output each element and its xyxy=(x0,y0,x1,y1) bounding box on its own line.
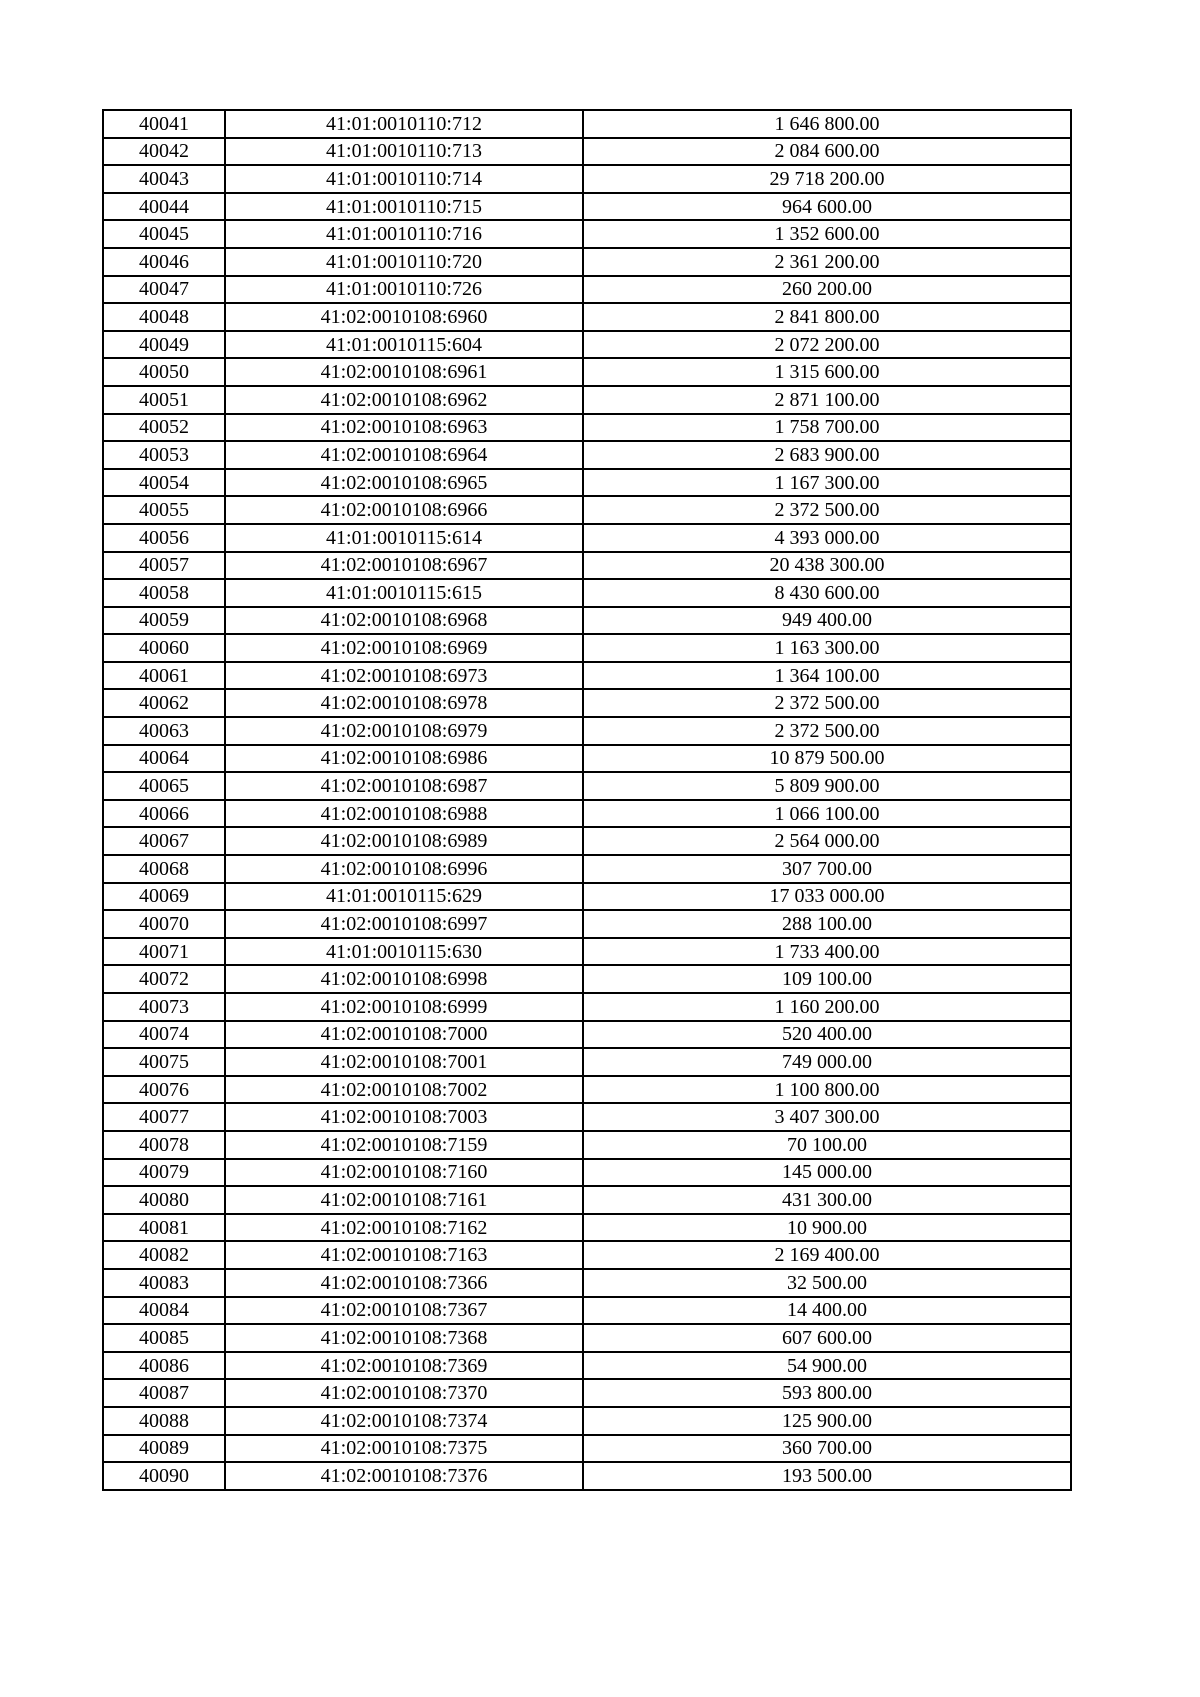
cadastral-value-cell: 949 400.00 xyxy=(583,607,1071,635)
cadastral-number-cell: 41:02:0010108:7000 xyxy=(225,1021,583,1049)
cadastral-number-cell: 41:02:0010108:6969 xyxy=(225,634,583,662)
table-row xyxy=(103,414,1071,442)
row-number-cell: 40082 xyxy=(103,1241,225,1269)
cadastral-value-cell: 4 393 000.00 xyxy=(583,524,1071,552)
table-row xyxy=(103,1103,1071,1131)
row-number-cell: 40088 xyxy=(103,1407,225,1435)
cadastral-value-cell: 10 900.00 xyxy=(583,1214,1071,1242)
cadastral-number-cell: 41:02:0010108:6960 xyxy=(225,303,583,331)
cadastral-value-cell: 520 400.00 xyxy=(583,1021,1071,1049)
cadastral-number-cell: 41:02:0010108:7374 xyxy=(225,1407,583,1435)
row-number-cell: 40041 xyxy=(103,110,225,138)
cadastral-value-cell: 2 169 400.00 xyxy=(583,1241,1071,1269)
row-number-cell: 40071 xyxy=(103,938,225,966)
cadastral-number-cell: 41:02:0010108:7160 xyxy=(225,1159,583,1187)
table-body xyxy=(103,110,1071,1490)
row-number-cell: 40053 xyxy=(103,441,225,469)
cadastral-value-cell: 1 646 800.00 xyxy=(583,110,1071,138)
cadastral-value-cell: 2 084 600.00 xyxy=(583,138,1071,166)
table-row xyxy=(103,552,1071,580)
row-number-cell: 40044 xyxy=(103,193,225,221)
table-row xyxy=(103,524,1071,552)
row-number-cell: 40085 xyxy=(103,1324,225,1352)
table-row xyxy=(103,1462,1071,1490)
row-number-cell: 40051 xyxy=(103,386,225,414)
table-row xyxy=(103,1159,1071,1187)
cadastral-number-cell: 41:02:0010108:6987 xyxy=(225,772,583,800)
table-row xyxy=(103,993,1071,1021)
table-row xyxy=(103,1076,1071,1104)
table-row xyxy=(103,1269,1071,1297)
row-number-cell: 40078 xyxy=(103,1131,225,1159)
cadastral-value-cell: 1 163 300.00 xyxy=(583,634,1071,662)
row-number-cell: 40057 xyxy=(103,552,225,580)
row-number-cell: 40086 xyxy=(103,1352,225,1380)
cadastral-number-cell: 41:01:0010110:713 xyxy=(225,138,583,166)
cadastral-value-cell: 2 683 900.00 xyxy=(583,441,1071,469)
table-row xyxy=(103,910,1071,938)
row-number-cell: 40072 xyxy=(103,965,225,993)
cadastral-number-cell: 41:02:0010108:7002 xyxy=(225,1076,583,1104)
cadastral-number-cell: 41:02:0010108:6996 xyxy=(225,855,583,883)
cadastral-value-cell: 109 100.00 xyxy=(583,965,1071,993)
row-number-cell: 40081 xyxy=(103,1214,225,1242)
cadastral-number-cell: 41:02:0010108:6962 xyxy=(225,386,583,414)
cadastral-value-cell: 54 900.00 xyxy=(583,1352,1071,1380)
cadastral-value-cell: 607 600.00 xyxy=(583,1324,1071,1352)
cadastral-value-cell: 70 100.00 xyxy=(583,1131,1071,1159)
cadastral-number-cell: 41:02:0010108:7366 xyxy=(225,1269,583,1297)
cadastral-number-cell: 41:02:0010108:7368 xyxy=(225,1324,583,1352)
table-row xyxy=(103,579,1071,607)
row-number-cell: 40090 xyxy=(103,1462,225,1490)
cadastral-number-cell: 41:01:0010110:716 xyxy=(225,220,583,248)
row-number-cell: 40046 xyxy=(103,248,225,276)
table-row xyxy=(103,607,1071,635)
table-row xyxy=(103,165,1071,193)
cadastral-number-cell: 41:02:0010108:6965 xyxy=(225,469,583,497)
table-row xyxy=(103,386,1071,414)
cadastral-value-cell: 10 879 500.00 xyxy=(583,745,1071,773)
cadastral-number-cell: 41:02:0010108:7159 xyxy=(225,1131,583,1159)
cadastral-number-cell: 41:01:0010110:712 xyxy=(225,110,583,138)
cadastral-value-cell: 2 372 500.00 xyxy=(583,717,1071,745)
cadastral-number-cell: 41:02:0010108:7370 xyxy=(225,1379,583,1407)
row-number-cell: 40077 xyxy=(103,1103,225,1131)
cadastral-value-cell: 29 718 200.00 xyxy=(583,165,1071,193)
cadastral-value-cell: 1 315 600.00 xyxy=(583,358,1071,386)
table-row xyxy=(103,717,1071,745)
cadastral-number-cell: 41:01:0010115:615 xyxy=(225,579,583,607)
cadastral-number-cell: 41:02:0010108:6988 xyxy=(225,800,583,828)
cadastral-value-cell: 1 100 800.00 xyxy=(583,1076,1071,1104)
cadastral-value-cell: 1 364 100.00 xyxy=(583,662,1071,690)
cadastral-value-cell: 17 033 000.00 xyxy=(583,883,1071,911)
cadastral-number-cell: 41:02:0010108:6978 xyxy=(225,689,583,717)
row-number-cell: 40047 xyxy=(103,276,225,304)
table-row xyxy=(103,1297,1071,1325)
cadastral-value-cell: 3 407 300.00 xyxy=(583,1103,1071,1131)
cadastral-value-cell: 1 352 600.00 xyxy=(583,220,1071,248)
row-number-cell: 40067 xyxy=(103,827,225,855)
row-number-cell: 40056 xyxy=(103,524,225,552)
row-number-cell: 40059 xyxy=(103,607,225,635)
cadastral-number-cell: 41:01:0010110:726 xyxy=(225,276,583,304)
cadastral-value-cell: 2 372 500.00 xyxy=(583,689,1071,717)
table-row xyxy=(103,1241,1071,1269)
cadastral-value-cell: 32 500.00 xyxy=(583,1269,1071,1297)
row-number-cell: 40065 xyxy=(103,772,225,800)
table-row xyxy=(103,855,1071,883)
cadastral-value-table xyxy=(102,109,1072,1491)
table-row xyxy=(103,276,1071,304)
row-number-cell: 40054 xyxy=(103,469,225,497)
table-row xyxy=(103,1352,1071,1380)
row-number-cell: 40074 xyxy=(103,1021,225,1049)
cadastral-value-cell: 2 372 500.00 xyxy=(583,496,1071,524)
cadastral-number-cell: 41:01:0010115:604 xyxy=(225,331,583,359)
cadastral-number-cell: 41:02:0010108:7162 xyxy=(225,1214,583,1242)
row-number-cell: 40073 xyxy=(103,993,225,1021)
cadastral-number-cell: 41:01:0010110:714 xyxy=(225,165,583,193)
cadastral-value-cell: 1 160 200.00 xyxy=(583,993,1071,1021)
row-number-cell: 40068 xyxy=(103,855,225,883)
cadastral-number-cell: 41:02:0010108:6998 xyxy=(225,965,583,993)
table-row xyxy=(103,1048,1071,1076)
table-row xyxy=(103,496,1071,524)
cadastral-value-cell: 2 564 000.00 xyxy=(583,827,1071,855)
row-number-cell: 40083 xyxy=(103,1269,225,1297)
cadastral-value-cell: 260 200.00 xyxy=(583,276,1071,304)
row-number-cell: 40070 xyxy=(103,910,225,938)
table-row xyxy=(103,1021,1071,1049)
row-number-cell: 40048 xyxy=(103,303,225,331)
table-row xyxy=(103,689,1071,717)
table-row xyxy=(103,938,1071,966)
table-row xyxy=(103,441,1071,469)
table-row xyxy=(103,469,1071,497)
cadastral-value-cell: 2 871 100.00 xyxy=(583,386,1071,414)
cadastral-value-cell: 593 800.00 xyxy=(583,1379,1071,1407)
table-row xyxy=(103,1186,1071,1214)
row-number-cell: 40055 xyxy=(103,496,225,524)
table-row xyxy=(103,634,1071,662)
cadastral-value-cell: 1 167 300.00 xyxy=(583,469,1071,497)
table-row xyxy=(103,1131,1071,1159)
cadastral-number-cell: 41:02:0010108:6997 xyxy=(225,910,583,938)
cadastral-value-cell: 964 600.00 xyxy=(583,193,1071,221)
row-number-cell: 40058 xyxy=(103,579,225,607)
table-row xyxy=(103,193,1071,221)
cadastral-number-cell: 41:01:0010115:630 xyxy=(225,938,583,966)
cadastral-value-cell: 8 430 600.00 xyxy=(583,579,1071,607)
cadastral-value-cell: 2 841 800.00 xyxy=(583,303,1071,331)
cadastral-value-cell: 2 361 200.00 xyxy=(583,248,1071,276)
table-row xyxy=(103,248,1071,276)
cadastral-value-cell: 749 000.00 xyxy=(583,1048,1071,1076)
row-number-cell: 40063 xyxy=(103,717,225,745)
table-row xyxy=(103,220,1071,248)
cadastral-number-cell: 41:01:0010115:629 xyxy=(225,883,583,911)
table-row xyxy=(103,1214,1071,1242)
cadastral-number-cell: 41:02:0010108:6966 xyxy=(225,496,583,524)
cadastral-number-cell: 41:02:0010108:7161 xyxy=(225,1186,583,1214)
cadastral-value-cell: 307 700.00 xyxy=(583,855,1071,883)
table-row xyxy=(103,745,1071,773)
cadastral-value-cell: 431 300.00 xyxy=(583,1186,1071,1214)
table-row xyxy=(103,331,1071,359)
cadastral-number-cell: 41:02:0010108:7003 xyxy=(225,1103,583,1131)
row-number-cell: 40069 xyxy=(103,883,225,911)
cadastral-number-cell: 41:02:0010108:7163 xyxy=(225,1241,583,1269)
row-number-cell: 40080 xyxy=(103,1186,225,1214)
row-number-cell: 40066 xyxy=(103,800,225,828)
cadastral-number-cell: 41:01:0010115:614 xyxy=(225,524,583,552)
row-number-cell: 40061 xyxy=(103,662,225,690)
cadastral-number-cell: 41:02:0010108:6961 xyxy=(225,358,583,386)
cadastral-number-cell: 41:02:0010108:6986 xyxy=(225,745,583,773)
cadastral-number-cell: 41:02:0010108:6979 xyxy=(225,717,583,745)
row-number-cell: 40087 xyxy=(103,1379,225,1407)
cadastral-value-cell: 2 072 200.00 xyxy=(583,331,1071,359)
cadastral-number-cell: 41:02:0010108:6964 xyxy=(225,441,583,469)
cadastral-value-cell: 5 809 900.00 xyxy=(583,772,1071,800)
row-number-cell: 40052 xyxy=(103,414,225,442)
row-number-cell: 40076 xyxy=(103,1076,225,1104)
row-number-cell: 40079 xyxy=(103,1159,225,1187)
cadastral-value-cell: 1 733 400.00 xyxy=(583,938,1071,966)
table-row xyxy=(103,1407,1071,1435)
cadastral-number-cell: 41:02:0010108:6989 xyxy=(225,827,583,855)
cadastral-value-cell: 145 000.00 xyxy=(583,1159,1071,1187)
cadastral-number-cell: 41:02:0010108:6973 xyxy=(225,662,583,690)
table-row xyxy=(103,303,1071,331)
table-row xyxy=(103,662,1071,690)
row-number-cell: 40050 xyxy=(103,358,225,386)
table-row xyxy=(103,827,1071,855)
cadastral-number-cell: 41:02:0010108:7001 xyxy=(225,1048,583,1076)
cadastral-value-cell: 14 400.00 xyxy=(583,1297,1071,1325)
table-row xyxy=(103,800,1071,828)
row-number-cell: 40075 xyxy=(103,1048,225,1076)
cadastral-number-cell: 41:02:0010108:6999 xyxy=(225,993,583,1021)
cadastral-number-cell: 41:01:0010110:715 xyxy=(225,193,583,221)
table-row xyxy=(103,1435,1071,1463)
table-row xyxy=(103,772,1071,800)
cadastral-value-cell: 193 500.00 xyxy=(583,1462,1071,1490)
table-row xyxy=(103,138,1071,166)
table-row xyxy=(103,965,1071,993)
row-number-cell: 40043 xyxy=(103,165,225,193)
cadastral-number-cell: 41:02:0010108:6963 xyxy=(225,414,583,442)
cadastral-number-cell: 41:02:0010108:7376 xyxy=(225,1462,583,1490)
table-row xyxy=(103,1324,1071,1352)
cadastral-number-cell: 41:02:0010108:7369 xyxy=(225,1352,583,1380)
cadastral-number-cell: 41:02:0010108:6968 xyxy=(225,607,583,635)
cadastral-value-cell: 288 100.00 xyxy=(583,910,1071,938)
row-number-cell: 40062 xyxy=(103,689,225,717)
row-number-cell: 40045 xyxy=(103,220,225,248)
row-number-cell: 40060 xyxy=(103,634,225,662)
table-row xyxy=(103,1379,1071,1407)
cadastral-number-cell: 41:02:0010108:6967 xyxy=(225,552,583,580)
row-number-cell: 40042 xyxy=(103,138,225,166)
cadastral-number-cell: 41:01:0010110:720 xyxy=(225,248,583,276)
cadastral-number-cell: 41:02:0010108:7375 xyxy=(225,1435,583,1463)
cadastral-value-cell: 360 700.00 xyxy=(583,1435,1071,1463)
cadastral-value-cell: 125 900.00 xyxy=(583,1407,1071,1435)
cadastral-value-cell: 1 758 700.00 xyxy=(583,414,1071,442)
table-row xyxy=(103,358,1071,386)
row-number-cell: 40089 xyxy=(103,1435,225,1463)
row-number-cell: 40049 xyxy=(103,331,225,359)
row-number-cell: 40064 xyxy=(103,745,225,773)
cadastral-value-cell: 1 066 100.00 xyxy=(583,800,1071,828)
table-row xyxy=(103,883,1071,911)
cadastral-number-cell: 41:02:0010108:7367 xyxy=(225,1297,583,1325)
row-number-cell: 40084 xyxy=(103,1297,225,1325)
table-row xyxy=(103,110,1071,138)
cadastral-value-cell: 20 438 300.00 xyxy=(583,552,1071,580)
